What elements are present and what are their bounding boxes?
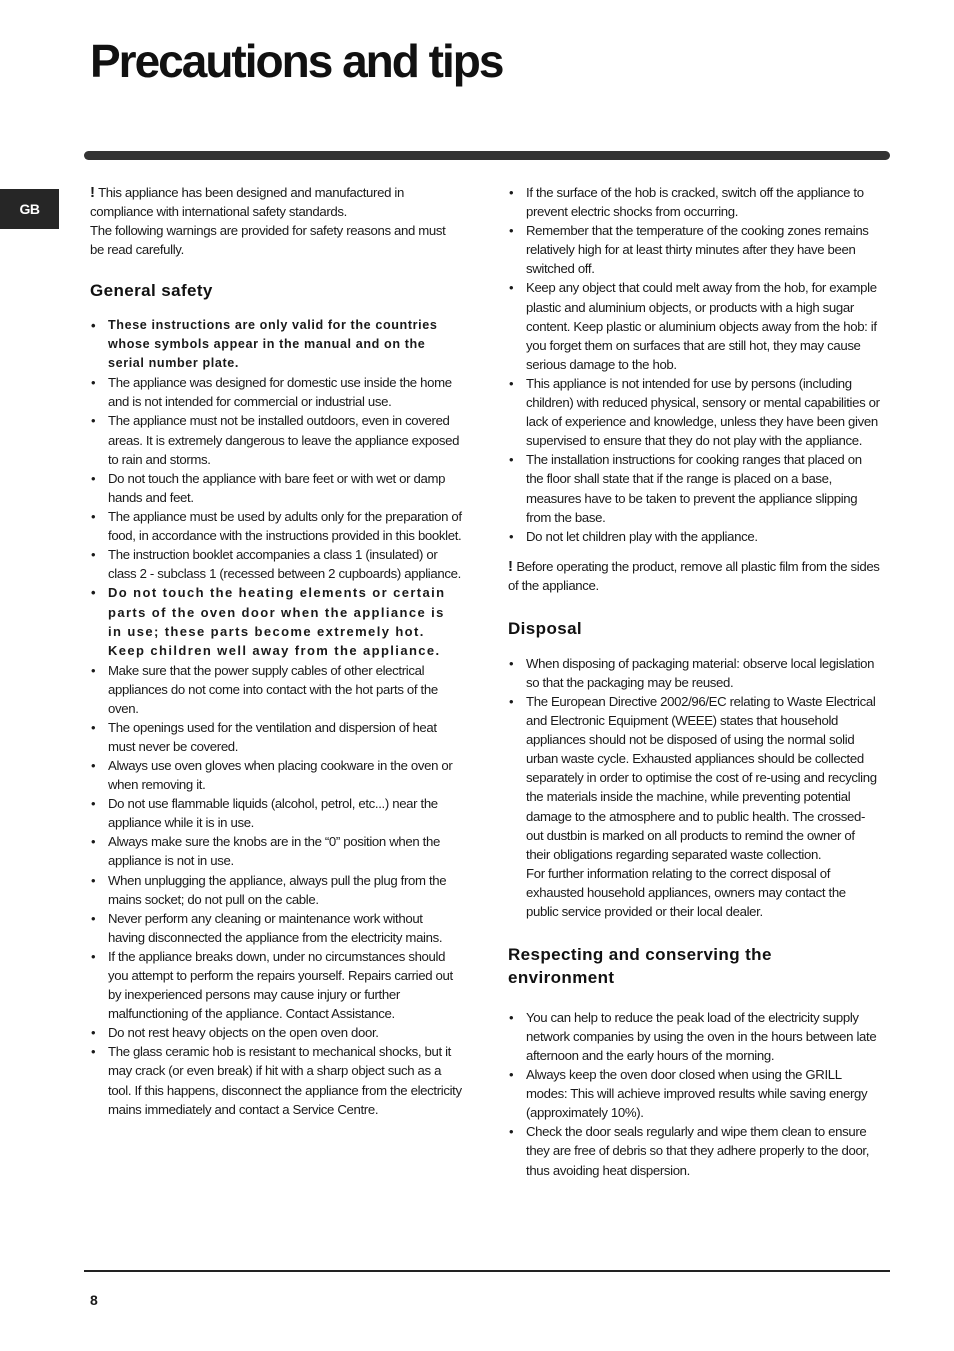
left-column [90,183,462,1119]
list-item: • Never perform any cleaning or maintenance work without having disconnected the appliance from the electricity mains. [91,910,443,945]
list-item: • If the surface of the hob is cracked, switch off the appliance to prevent electric shocks from occurring. [509,185,864,220]
list-item: • When disposing of packaging material: observe local legislation so that the packaging may be reused. [509,655,875,690]
list-item: • Always use oven gloves when placing cookware in the oven or when removing it. [91,757,453,793]
page-title: Precautions and tips [90,35,503,87]
page-number: 8 [90,1292,98,1308]
list-item: • Do not touch the appliance with bare feet or with wet or damp hands and feet. [91,470,446,505]
general-safety-list [90,316,462,1119]
list-item: • Do not use flammable liquids (alcohol, petrol, etc...) near the appliance while it is in use. [91,796,438,831]
list-item: • Always keep the oven door closed when using the GRILL modes: This will achieve improved results while saving energy (approximately 10%). [509,1067,868,1121]
list-item: • The appliance must be used by adults only for the preparation of food, in accordance with the instructions provided in this booklet. [91,508,462,544]
environment-heading: Respecting and conserving the environment [508,944,772,987]
list-item: • The installation instructions for cooking ranges that placed on the floor shall state that if the range is placed on a base, measures have to be taken to prevent the appliance slipping from the base. [509,452,862,525]
disposal-further-info: For further information relating to the correct disposal of exhausted household appliances, owners may contact the public service provided or their local dealer. [526,865,846,919]
warning-icon: ! [90,184,95,201]
list-item: • You can help to reduce the peak load of the electricity supply network companies by using the oven in the hours between late afternoon and the early hours of the morning. [509,1009,877,1063]
list-item: • Make sure that the power supply cables of other electrical appliances do not come into contact with the hot parts of the oven. [91,662,438,716]
list-item: • Remember that the temperature of the cooking zones remains relatively high for at least thirty minutes after they have been switched off. [509,223,869,277]
list-item: • Always make sure the knobs are in the “0” position when the appliance is not in use. [91,834,440,869]
disposal-list [508,654,880,864]
intro-paragraph [90,183,462,259]
general-safety-heading: General safety [90,281,213,300]
list-item: • The instruction booklet accompanies a class 1 (insulated) or class 2 - subclass 1 (recessed between 2 cupboards) appliance. [91,547,461,582]
list-item: • The appliance must not be installed outdoors, even in covered areas. It is extremely dangerous to leave the appliance exposed to rain and storms. [91,413,460,467]
right-column [508,183,880,1180]
list-item: • Check the door seals regularly and wipe them clean to ensure they are free of debris so that they adhere properly to the door, thus avoiding heat dispersion. [509,1124,870,1178]
environment-list [508,1008,880,1180]
intro-text-2: The following warnings are provided for safety reasons and must be read carefully. [90,223,446,257]
list-item: • Do not touch the heating elements or certain parts of the oven door when the appliance is in use; these parts become extremely hot. Keep children well away from the appliance. [91,585,446,659]
header-rule [84,151,890,160]
list-item: • The glass ceramic hob is resistant to mechanical shocks, but it may crack (or even break) if hit with a sharp object such as a tool. If this happens, disconnect the appliance from the electricity mains immediately and contact a Service Centre. [91,1044,462,1117]
list-item: • The European Directive 2002/96/EC relating to Waste Electrical and Electronic Equipment (WEEE) states that household appliances should not be disposed of using the normal solid urban waste cycle. Exhausted appliances should be collected separately in order to optimise the cost of re-using and recycling the materials inside the machine, while preventing potential damage to the atmosphere and to public health. The crossed-out dustbin is marked on all products to remind the owner of their obligations regarding separated waste collection. [509,693,877,862]
intro-text-1: This appliance has been designed and manufactured in compliance with international safety standards. [90,185,404,219]
warning-icon: ! [508,557,513,575]
list-item: • When unplugging the appliance, always pull the plug from the mains socket; do not pull on the cable. [91,872,447,907]
plastic-film-note [508,557,880,595]
list-item: • These instructions are only valid for the countries whose symbols appear in the manual and on the serial number plate. [91,318,438,371]
list-item: • The appliance was designed for domestic use inside the home and is not intended for commercial or industrial use. [91,375,452,410]
footer-rule [84,1270,890,1272]
list-item: • If the appliance breaks down, under no circumstances should you attempt to perform the repairs yourself. Repairs carried out by inexperienced persons may cause injury or further malfunctioning of the appliance. Contact Assistance. [91,948,453,1022]
safety-list-continued [508,183,880,546]
plastic-film-text: Before operating the product, remove all plastic film from the sides of the appliance. [508,558,880,593]
list-item: • Keep any object that could melt away from the hob, for example plastic and aluminium objects, or products with a high sugar content. Keep plastic or aluminium objects away from the hob: if you forget them on surfaces that are still hot, they may cause serious damage to the hob. [509,280,877,372]
language-tab: GB [0,189,59,229]
list-item: • Do not rest heavy objects on the open oven door. [91,1025,379,1041]
list-item: • The openings used for the ventilation and dispersion of heat must never be covered. [91,719,437,754]
disposal-heading: Disposal [508,618,583,638]
list-item: • Do not let children play with the appliance. [509,528,758,544]
list-item: • This appliance is not intended for use by persons (including children) with reduced physical, sensory or mental capabilities or lack of experience and knowledge, unless they have been given supervised to ensure that they do not play with the appliance. [509,375,880,449]
